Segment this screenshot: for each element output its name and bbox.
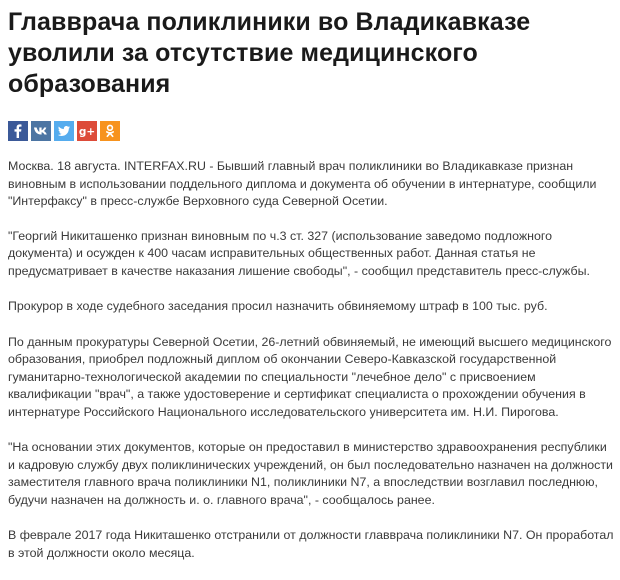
google-plus-icon <box>77 121 97 141</box>
article-paragraph: Москва. 18 августа. INTERFAX.RU - Бывший главный врач поликлиники во Владикавказе признан виновным в использовании поддельного диплома и документа об обучении в интернатуре, сообщили "Интерфаксу" в пресс-службе Верховного суда Северной Осетии. <box>8 159 597 208</box>
facebook-icon <box>8 121 28 141</box>
article-paragraph: "Георгий Никиташенко признан виновным по ч.3 ст. 327 (использование заведомо подложного документа) и осужден к 400 часам исправительных общественных работ. Данная статья не предусматривает в качестве наказания лишение свободы", - сообщил представитель пресс-службы. <box>8 228 590 278</box>
facebook-share-button[interactable] <box>8 121 28 141</box>
vk-share-button[interactable] <box>31 121 51 141</box>
article-paragraph: По данным прокуратуры Северной Осетии, 26-летний обвиняемый, не имеющий высшего медицинского образования, приобрел подложный диплом об окончании Северо-Кавказской государственной гуманитарно-технологической академии по специальности "лечебное дело" с присвоением квалификации "врач", а также удостоверение и сертификат специалиста о прохождении обучения в интернатуре Российского Национального исследовательского университета им. Н.И. Пирогова. <box>8 334 612 419</box>
article-paragraph: В феврале 2017 года Никиташенко отстранили от должности главврача поликлиники N7. Он проработал в этой должности около месяца. <box>8 528 614 560</box>
article-paragraph: "На основании этих документов, которые он предоставил в министерство здравоохранения республики и кадровую службу двух поликлинических учреждений, он был последовательно назначен на должности заместителя главного врача поликлиники N1, поликлиники N7, а впоследствии возглавил последнюю, будучи назначен на должность и. о. главного врача", - сообщалось ранее. <box>8 440 613 507</box>
article-paragraph: Прокурор в ходе судебного заседания просил назначить обвиняемому штраф в 100 тыс. руб. <box>8 299 548 313</box>
twitter-icon <box>54 121 74 141</box>
svg-text:g+: g+ <box>78 126 96 138</box>
social-share-bar <box>8 121 120 141</box>
article-body <box>8 158 614 580</box>
twitter-share-button[interactable] <box>54 121 74 141</box>
article-headline: Главврача поликлиники во Владикавказе уволили за отсутствие медицинского образования <box>8 8 531 98</box>
odnoklassniki-icon <box>100 121 120 141</box>
odnoklassniki-share-button[interactable] <box>100 121 120 141</box>
vk-icon <box>31 121 51 141</box>
google-plus-share-button[interactable] <box>77 121 97 141</box>
